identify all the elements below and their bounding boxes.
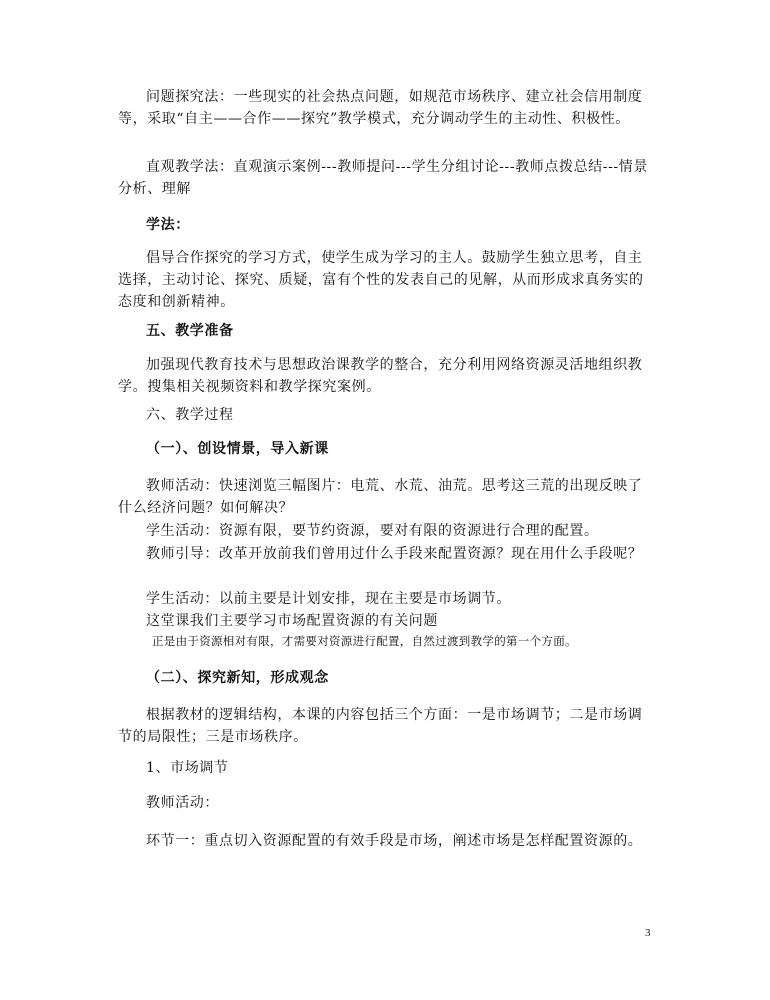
heading-create-scenario: （一）、创设情景，导入新课 xyxy=(146,441,329,457)
paragraph-textbook-structure: 根据教材的逻辑结构，本课的内容包括三个方面：一是市场调节；二是市场调节的局限性；三是市场秩序。 xyxy=(118,707,643,745)
heading-teaching-preparation: 五、教学准备 xyxy=(146,323,234,339)
heading-market-regulation: 1、市场调节 xyxy=(146,760,229,776)
paragraph-intuitive-teaching: 直观教学法：直观演示案例---教师提问---学生分组讨论---教师点拨总结---情景分析、理解 xyxy=(118,159,648,197)
paragraph-teacher-activity-1: 教师活动：快速浏览三幅图片：电荒、水荒、油荒。思考这三荒的出现反映了什么经济问题？如何解决？ xyxy=(118,478,643,516)
paragraph-lesson-intro: 这堂课我们主要学习市场配置资源的有关问题 xyxy=(146,613,438,629)
page-number: 3 xyxy=(645,927,651,939)
paragraph-problem-inquiry: 问题探究法：一些现实的社会热点问题，如规范市场秩序、建立社会信用制度等，采取“自主——合作——探究”教学模式，充分调动学生的主动性、积极性。 xyxy=(118,89,643,127)
paragraph-cooperative-inquiry: 倡导合作探究的学习方式，使学生成为学习的主人。鼓励学生独立思考，自主选择，主动讨论、探究、质疑，富有个性的发表自己的见解，从而形成求真务实的态度和创新精神。 xyxy=(118,250,644,310)
paragraph-transition-note: 正是由于资源相对有限，才需要对资源进行配置，自然过渡到教学的第一个方面。 xyxy=(152,634,577,648)
heading-teaching-process: 六、教学过程 xyxy=(146,407,234,423)
paragraph-student-activity-2: 学生活动：以前主要是计划安排，现在主要是市场调节。 xyxy=(146,591,511,607)
heading-learning-method: 学法： xyxy=(146,217,190,233)
paragraph-student-activity-1: 学生活动：资源有限，要节约资源，要对有限的资源进行合理的配置。 xyxy=(146,523,599,539)
paragraph-teacher-guidance: 教师引导：改革开放前我们曾用过什么手段来配置资源？现在用什么手段呢？ xyxy=(146,546,643,562)
paragraph-preparation: 加强现代教育技术与思想政治课教学的整合，充分利用网络资源灵活地组织教学。搜集相关视频资料和教学探究案例。 xyxy=(118,357,643,395)
paragraph-teacher-activity-label: 教师活动： xyxy=(146,795,219,811)
paragraph-link-one: 环节一：重点切入资源配置的有效手段是市场，阐述市场是怎样配置资源的。 xyxy=(146,833,643,849)
heading-explore-new-knowledge: （二）、探究新知，形成观念 xyxy=(146,670,329,686)
